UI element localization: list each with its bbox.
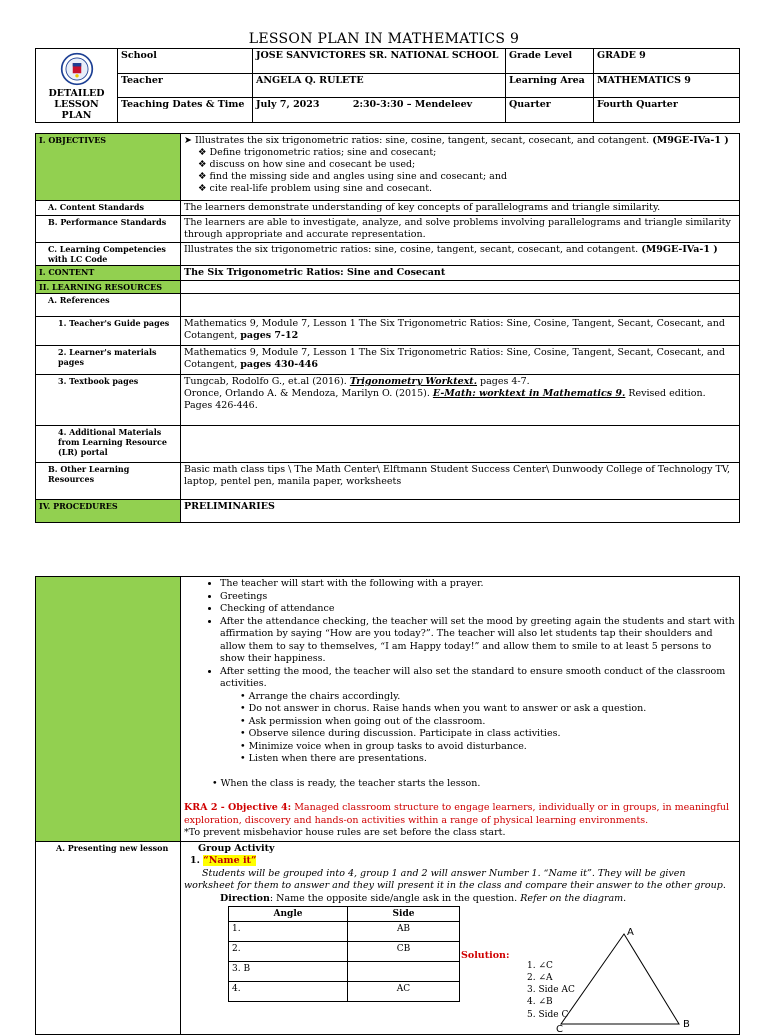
area-value: MATHEMATICS 9 bbox=[594, 73, 740, 98]
lm-label: 2. Learner's materials pages bbox=[36, 346, 181, 375]
angle-cell: 4. bbox=[229, 982, 348, 1002]
objective-item-text: discuss on how sine and cosecant be used; bbox=[209, 159, 416, 170]
rule-text: Ask permission when going out of the classroom. bbox=[248, 715, 486, 727]
comp-code: (M9GE-IVa-1 ) bbox=[641, 244, 718, 255]
objective-code: (M9GE-IVa-1 ) bbox=[652, 135, 729, 146]
comp-text: Illustrates the six trigonometric ratios: sine, cosine, tangent, secant, cosecant, and cotangent. bbox=[184, 244, 639, 255]
teacher-label: Teacher bbox=[118, 73, 253, 98]
objectives-cell bbox=[181, 134, 740, 201]
rule-item: • Ask permission when going out of the classroom. bbox=[240, 715, 486, 727]
prelim-item: • After setting the mood, the teacher will also set the standard to ensure smooth conduct of the classroom activities. bbox=[220, 666, 736, 691]
direction-text: : Name the opposite side/angle ask in the question. bbox=[269, 892, 518, 904]
deped-seal-icon bbox=[60, 52, 94, 86]
ready-text: When the class is ready, the teacher starts the lesson. bbox=[220, 777, 481, 789]
refs-value bbox=[181, 294, 740, 317]
name-it-title: “Name it” bbox=[203, 855, 257, 866]
perf-std: The learners are able to investigate, analyze, and solve problems involving parallelograms and triangle similarity through appropriate and accurate representation. bbox=[181, 216, 740, 243]
rule-text: Do not answer in chorus. Raise hands when you want to answer or ask a question. bbox=[248, 703, 647, 714]
kra-text: Managed classroom structure to engage learners, individually or in groups, in meaningful exploration, discovery and hands-on activities within a range of physical learning environments. bbox=[184, 802, 729, 826]
time-text: 2:30-3:30 – Mendeleev bbox=[352, 99, 473, 111]
tb2-pages: Revised edition. Pages 426-446. bbox=[184, 388, 706, 411]
objective-item: ❖ discuss on how sine and cosecant be used; bbox=[198, 159, 416, 170]
triangle-shape bbox=[561, 934, 679, 1024]
tb2-author: Oronce, Orlando A. & Mendoza, Marilyn O. (2015). bbox=[184, 388, 430, 399]
rules-list bbox=[184, 691, 736, 766]
tb1-title: Trigonometry Worktext. bbox=[349, 376, 478, 387]
rule-item: • Arrange the chairs accordingly. bbox=[240, 690, 401, 702]
side-cell: AB bbox=[348, 922, 460, 942]
tb-ref-1 bbox=[184, 376, 736, 388]
kra-block bbox=[184, 802, 736, 827]
vertex-a-label: A bbox=[627, 926, 634, 938]
dates-value bbox=[253, 98, 506, 123]
side-cell: AC bbox=[348, 982, 460, 1002]
lesson-cell bbox=[181, 841, 740, 1034]
lesson-label: A. Presenting new lesson bbox=[36, 841, 181, 1034]
objective-item-text: find the missing side and angles using sine and cosecant; and bbox=[209, 171, 508, 182]
school-value: JOSE SANVICTORES SR. NATIONAL SCHOOL bbox=[253, 49, 506, 74]
proc-value: PRELIMINARIES bbox=[181, 500, 740, 523]
rule-item: • Minimize voice when in group tasks to avoid disturbance. bbox=[240, 740, 527, 752]
other-label: B. Other Learning Resources bbox=[36, 463, 181, 500]
resources-value bbox=[181, 281, 740, 294]
rule-item: • Listen when there are presentations. bbox=[240, 753, 427, 764]
angle-cell: 3. B bbox=[229, 962, 348, 982]
objective-main-text: Illustrates the six trigonometric ratios: sine, cosine, tangent, secant, cosecant, and cotangent. bbox=[194, 135, 650, 146]
lm-pages: pages 430-446 bbox=[240, 359, 319, 370]
side-cell bbox=[348, 962, 460, 982]
prelim-item: • After the attendance checking, the teacher will set the mood by greeting again the students and start with affirmation by saying “How are you today?”. The teacher will also let students tap their shoulders and allow them to say to themselves, “I am Happy today!” and allow them to smile to at least 5 persons to show their happiness. bbox=[220, 616, 736, 666]
content-std-label: A. Content Standards bbox=[36, 201, 181, 216]
objective-item: ❖ Define trigonometric ratios; sine and cosecant; bbox=[198, 147, 437, 158]
header-table bbox=[35, 48, 740, 123]
comp-label: C. Learning Competencies with LC Code bbox=[36, 243, 181, 266]
quarter-label: Quarter bbox=[506, 98, 594, 123]
content-std: The learners demonstrate understanding of key concepts of parallelograms and triangle similarity. bbox=[181, 201, 740, 216]
angle-cell: 2. bbox=[229, 942, 348, 962]
objective-item: ❖ cite real-life problem using sine and cosecant. bbox=[198, 183, 433, 194]
name-it-line bbox=[184, 855, 736, 868]
objective-main: ➤ Illustrates the six trigonometric ratios: sine, cosine, tangent, secant, cosecant, and cotangent. (M9GE-IVa-1 ) bbox=[184, 135, 729, 146]
triangle-diagram bbox=[549, 926, 699, 1035]
school-label: School bbox=[118, 49, 253, 74]
procedures-table bbox=[35, 576, 740, 1035]
refs-label: A. References bbox=[36, 294, 181, 317]
page-title: LESSON PLAN IN MATHEMATICS 9 bbox=[248, 31, 520, 47]
solution-item: 2. ∠A bbox=[527, 972, 553, 983]
prelim-cell bbox=[181, 577, 740, 842]
side-header: Side bbox=[348, 907, 460, 922]
tg-pages: pages 7-12 bbox=[240, 330, 299, 341]
ready-line: • When the class is ready, the teacher starts the lesson. bbox=[212, 777, 481, 789]
logo-text-2: LESSON bbox=[54, 99, 99, 110]
objective-item-text: cite real-life problem using sine and cosecant. bbox=[209, 183, 433, 194]
proc-label: IV. PROCEDURES bbox=[36, 500, 181, 523]
comp-cell bbox=[181, 243, 740, 266]
tb-cell bbox=[181, 375, 740, 426]
tb2-title: E-Math: worktext in Mathematics 9. bbox=[432, 388, 626, 399]
perf-std-label: B. Performance Standards bbox=[36, 216, 181, 243]
area-label: Learning Area bbox=[506, 73, 594, 98]
vertex-c-label: C bbox=[556, 1023, 563, 1035]
direction-label: Direction bbox=[220, 892, 270, 904]
grade-label: Grade Level bbox=[506, 49, 594, 74]
lm-text: Mathematics 9, Module 7, Lesson 1 The Six Trigonometric Ratios: Sine, Cosine, Tangent, Secant, Cosecant, and Cotangent, bbox=[184, 347, 725, 370]
solution-item: 5. Side C bbox=[527, 1009, 569, 1020]
note-text: *To prevent misbehavior house rules are set before the class start. bbox=[184, 827, 506, 838]
prelim-list bbox=[184, 578, 736, 691]
rule-item: • Observe silence during discussion. Participate in class activities. bbox=[240, 728, 561, 739]
group-activity: Group Activity bbox=[198, 842, 275, 854]
rule-text: Listen when there are presentations. bbox=[248, 753, 427, 764]
prelim-label-cell bbox=[36, 577, 181, 842]
content-value: The Six Trigonometric Ratios: Sine and Cosecant bbox=[181, 266, 740, 281]
lr-label: 4. Additional Materials from Learning Resource (LR) portal bbox=[36, 426, 181, 463]
logo-text-3: PLAN bbox=[61, 110, 92, 121]
tg-label: 1. Teacher's Guide pages bbox=[36, 317, 181, 346]
name-it-num: 1. bbox=[190, 855, 200, 866]
solution-item: 4. ∠B bbox=[527, 997, 553, 1008]
rule-text: Arrange the chairs accordingly. bbox=[248, 690, 401, 702]
quarter-value: Fourth Quarter bbox=[594, 98, 740, 123]
grade-value: GRADE 9 bbox=[594, 49, 740, 74]
date-text: July 7, 2023 bbox=[256, 99, 320, 111]
prelim-item: • Checking of attendance bbox=[220, 603, 736, 616]
teacher-value: ANGELA Q. RULETE bbox=[253, 73, 506, 98]
vertex-b-label: B bbox=[683, 1018, 690, 1030]
tg-text: Mathematics 9, Module 7, Lesson 1 The Six Trigonometric Ratios: Sine, Cosine, Tangent, Secant, Cosecant, and Cotangent, bbox=[184, 318, 725, 341]
plan-table bbox=[35, 133, 740, 523]
side-cell: CB bbox=[348, 942, 460, 962]
angle-header: Angle bbox=[229, 907, 348, 922]
angle-side-table bbox=[228, 906, 460, 1002]
tb1-pages: pages 4-7. bbox=[477, 376, 530, 387]
tb-ref-2 bbox=[184, 388, 736, 412]
logo-text-1: DETAILED bbox=[48, 88, 105, 99]
lesson-desc: Students will be grouped into 4, group 1 and 2 will answer Number 1. “Name it”. They will be given worksheet for them to answer and they will present it in the class and compare their answer to the other group. bbox=[184, 867, 726, 891]
objectives-label: I. OBJECTIVES bbox=[36, 134, 181, 201]
lr-value bbox=[181, 426, 740, 463]
solution-item: 1. ∠C bbox=[527, 960, 553, 971]
rule-text: Observe silence during discussion. Participate in class activities. bbox=[248, 728, 561, 739]
other-value: Basic math class tips \ The Math Center\ Elftmann Student Success Center\ Dunwoody College of Technology TV, laptop, pentel pen, manila paper, worksheets bbox=[181, 463, 740, 500]
objective-item: ❖ find the missing side and angles using sine and cosecant; and bbox=[198, 171, 508, 182]
rule-text: Minimize voice when in group tasks to avoid disturbance. bbox=[248, 740, 527, 752]
solution-item: 3. Side AC bbox=[527, 985, 575, 996]
solution-label: Solution: bbox=[461, 949, 510, 961]
resources-label: II. LEARNING RESOURCES bbox=[36, 281, 181, 294]
tg-cell bbox=[181, 317, 740, 346]
logo-cell bbox=[36, 49, 118, 123]
direction-ref: Refer on the diagram. bbox=[517, 892, 627, 904]
kra-label: KRA 2 - Objective 4: bbox=[184, 802, 292, 813]
angle-cell: 1. bbox=[229, 922, 348, 942]
lm-cell bbox=[181, 346, 740, 375]
tb1-author: Tungcab, Rodolfo G., et.al (2016). bbox=[184, 376, 347, 387]
tb-label: 3. Textbook pages bbox=[36, 375, 181, 426]
objective-item-text: Define trigonometric ratios; sine and cosecant; bbox=[209, 147, 437, 158]
dates-label: Teaching Dates & Time bbox=[118, 98, 253, 123]
prelim-item: • The teacher will start with the following with a prayer. bbox=[220, 578, 736, 591]
direction-line bbox=[184, 893, 736, 906]
rule-item: • Do not answer in chorus. Raise hands when you want to answer or ask a question. bbox=[240, 703, 647, 714]
content-label: I. CONTENT bbox=[36, 266, 181, 281]
prelim-item: • Greetings bbox=[220, 591, 736, 604]
